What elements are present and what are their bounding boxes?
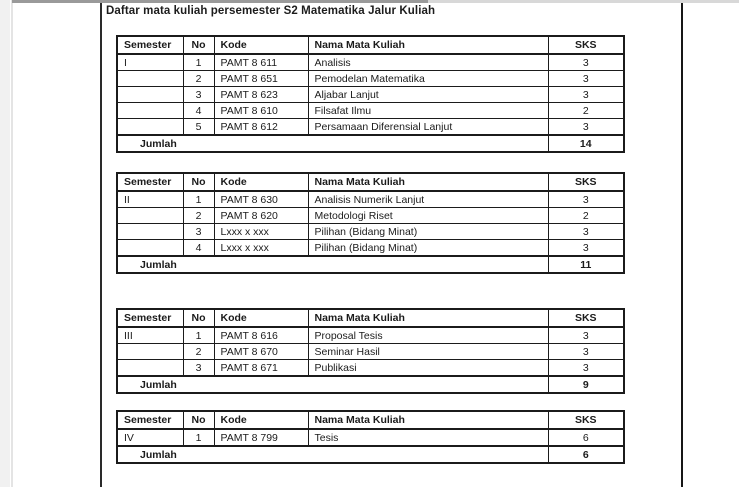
cell-kode: PAMT 8 612 <box>214 119 308 136</box>
cell-semester <box>117 240 183 257</box>
cell-semester <box>117 103 183 119</box>
cell-nama: Analisis <box>308 54 548 71</box>
cell-semester <box>117 71 183 87</box>
header-cell: No <box>183 36 214 54</box>
header-cell: Kode <box>214 411 308 429</box>
course-table <box>116 410 625 464</box>
header-cell: Semester <box>117 173 183 191</box>
header-cell: Nama Mata Kuliah <box>308 36 548 54</box>
cell-kode: PAMT 8 651 <box>214 71 308 87</box>
header-cell: SKS <box>548 309 624 327</box>
total-row <box>117 256 624 273</box>
cell-semester: I <box>117 54 183 71</box>
cell-kode: PAMT 8 799 <box>214 429 308 446</box>
page-title: Daftar mata kuliah persemester S2 Matematika Jalur Kuliah <box>106 5 436 17</box>
total-row <box>117 446 624 463</box>
course-table <box>116 308 625 394</box>
cell-nama: Seminar Hasil <box>308 344 548 360</box>
cell-semester: III <box>117 327 183 344</box>
course-row <box>117 87 624 103</box>
header-cell: Kode <box>214 36 308 54</box>
header-row <box>117 36 624 54</box>
cell-no: 1 <box>183 429 214 446</box>
cell-kode: PAMT 8 620 <box>214 208 308 224</box>
header-cell: SKS <box>548 411 624 429</box>
cell-sks: 3 <box>548 71 624 87</box>
cell-nama: Analisis Numerik Lanjut <box>308 191 548 208</box>
header-cell: Nama Mata Kuliah <box>308 309 548 327</box>
cell-semester <box>117 344 183 360</box>
cell-nama: Aljabar Lanjut <box>308 87 548 103</box>
cell-kode: PAMT 8 623 <box>214 87 308 103</box>
total-label: Jumlah <box>117 256 548 273</box>
cell-nama: Pilihan (Bidang Minat) <box>308 240 548 257</box>
cell-semester: II <box>117 191 183 208</box>
cell-nama: Metodologi Riset <box>308 208 548 224</box>
course-row <box>117 191 624 208</box>
cell-sks: 2 <box>548 103 624 119</box>
cell-sks: 3 <box>548 327 624 344</box>
course-row <box>117 208 624 224</box>
cell-no: 1 <box>183 191 214 208</box>
cell-no: 2 <box>183 71 214 87</box>
cell-sks: 3 <box>548 224 624 240</box>
cell-kode: PAMT 8 670 <box>214 344 308 360</box>
course-table <box>116 172 625 274</box>
cell-no: 1 <box>183 327 214 344</box>
cell-kode: PAMT 8 671 <box>214 360 308 377</box>
header-cell: Semester <box>117 36 183 54</box>
cell-nama: Tesis <box>308 429 548 446</box>
total-label: Jumlah <box>117 135 548 152</box>
header-cell: Semester <box>117 309 183 327</box>
cell-sks: 2 <box>548 208 624 224</box>
course-row <box>117 103 624 119</box>
header-row <box>117 411 624 429</box>
cell-nama: Persamaan Diferensial Lanjut <box>308 119 548 136</box>
total-label: Jumlah <box>117 376 548 393</box>
cell-nama: Pilihan (Bidang Minat) <box>308 224 548 240</box>
header-cell: Kode <box>214 309 308 327</box>
cell-no: 3 <box>183 87 214 103</box>
cell-kode: Lxxx x xxx <box>214 224 308 240</box>
course-table-semester-i <box>116 35 625 153</box>
header-cell: Kode <box>214 173 308 191</box>
header-cell: SKS <box>548 173 624 191</box>
cell-sks: 3 <box>548 54 624 71</box>
course-row <box>117 360 624 377</box>
cell-nama: Proposal Tesis <box>308 327 548 344</box>
cell-kode: PAMT 8 630 <box>214 191 308 208</box>
course-table-semester-iv <box>116 410 625 464</box>
header-cell: SKS <box>548 36 624 54</box>
cell-nama: Filsafat Ilmu <box>308 103 548 119</box>
total-row <box>117 376 624 393</box>
cell-kode: Lxxx x xxx <box>214 240 308 257</box>
course-row <box>117 240 624 257</box>
course-row <box>117 429 624 446</box>
cell-sks: 3 <box>548 360 624 377</box>
cell-no: 2 <box>183 208 214 224</box>
course-row <box>117 71 624 87</box>
cell-sks: 3 <box>548 344 624 360</box>
cell-kode: PAMT 8 611 <box>214 54 308 71</box>
header-cell: No <box>183 173 214 191</box>
cell-no: 2 <box>183 344 214 360</box>
cell-nama: Publikasi <box>308 360 548 377</box>
cell-semester <box>117 360 183 377</box>
cell-semester <box>117 208 183 224</box>
header-cell: Semester <box>117 411 183 429</box>
cell-kode: PAMT 8 616 <box>214 327 308 344</box>
total-sks-value: 14 <box>548 135 624 152</box>
total-sks-value: 6 <box>548 446 624 463</box>
cell-no: 5 <box>183 119 214 136</box>
course-table-semester-ii <box>116 172 625 274</box>
header-row <box>117 309 624 327</box>
cell-no: 4 <box>183 103 214 119</box>
course-row <box>117 119 624 136</box>
cell-semester <box>117 119 183 136</box>
header-cell: Nama Mata Kuliah <box>308 411 548 429</box>
cell-no: 4 <box>183 240 214 257</box>
cell-sks: 6 <box>548 429 624 446</box>
cell-nama: Pemodelan Matematika <box>308 71 548 87</box>
course-table <box>116 35 625 153</box>
cell-sks: 3 <box>548 87 624 103</box>
cell-sks: 3 <box>548 240 624 257</box>
total-label: Jumlah <box>117 446 548 463</box>
header-cell: Nama Mata Kuliah <box>308 173 548 191</box>
cell-no: 1 <box>183 54 214 71</box>
cell-semester <box>117 224 183 240</box>
header-cell: No <box>183 411 214 429</box>
cell-no: 3 <box>183 224 214 240</box>
course-row <box>117 224 624 240</box>
cell-kode: PAMT 8 610 <box>214 103 308 119</box>
course-row <box>117 344 624 360</box>
total-row <box>117 135 624 152</box>
course-row <box>117 54 624 71</box>
total-sks-value: 11 <box>548 256 624 273</box>
header-row <box>117 173 624 191</box>
cell-sks: 3 <box>548 191 624 208</box>
course-table-semester-iii <box>116 308 625 394</box>
course-row <box>117 327 624 344</box>
cell-no: 3 <box>183 360 214 377</box>
header-cell: No <box>183 309 214 327</box>
cell-semester: IV <box>117 429 183 446</box>
total-sks-value: 9 <box>548 376 624 393</box>
cell-semester <box>117 87 183 103</box>
cell-sks: 3 <box>548 119 624 136</box>
